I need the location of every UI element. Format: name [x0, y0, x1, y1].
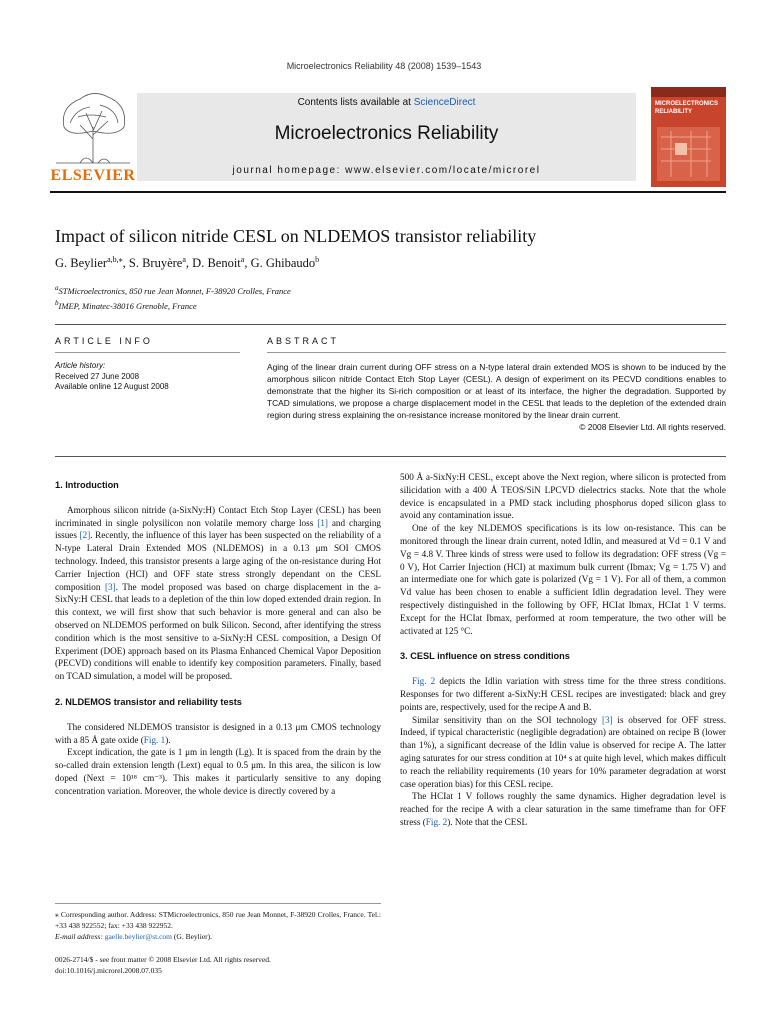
- contents-prefix: Contents lists available at: [297, 97, 414, 108]
- publisher-name: ELSEVIER: [50, 167, 136, 184]
- abstract-copyright: © 2008 Elsevier Ltd. All rights reserved.: [579, 422, 726, 432]
- section-2-paragraph-1: [55, 721, 381, 747]
- section-2-text-1: The considered NLDEMOS transistor is designed in a 0.13 μm CMOS technology with a 85 Å gate oxide (: [55, 721, 381, 745]
- footnote-rule: [55, 903, 381, 904]
- intro-paragraph: [55, 504, 381, 683]
- author-3-mark: a: [240, 255, 245, 264]
- section-3-text-4: The HCIat 1 V follows roughly the same dynamics. Higher degradation level is reached for the recipe A with a clear saturation in the same timeframe than for OFF stress (: [400, 791, 726, 827]
- reference-3-link-right[interactable]: [3]: [601, 714, 613, 725]
- section-2-paragraph-2: Except indication, the gate is 1 μm in length (Lg). It is spaced from the drain by the so-called drain extension length (Lext) equal to 0.5 μm. In this area, the silicon is low doped (Next = 10¹⁸ cm⁻³). This makes it particularly sensitive to any doping concentration variation. Moreover, the whole device is directly covered by a: [55, 747, 381, 796]
- right-paragraph-2: One of the key NLDEMOS specifications is its low on-resistance. This can be monitored through the linear drain current, noted Idlin, and measured at Vd = 0.1 V and Vg = 4.8 V. Three kinds of stress were used to follow its degradation: OFF stress (Vg = 0 V), Hot Carrier Injection (HCI) at maximum bulk current (Ibmax; Vg = 1.75 V) and an intermediate one for which gate is polarized (Vg = 1 V). For all of them, a common Vd value has been chosen to enable a sufficient Idlin degradation level. They were respectively distinguished in the following by OFF, HCIat Ibmax, HCIat 1 V terms. Except for the HCIat Ibmax, performed at room temperature, the two other will be activated at 125 °C.: [400, 523, 726, 636]
- sciencedirect-link[interactable]: ScienceDirect: [413, 97, 476, 108]
- elsevier-logo: [50, 87, 136, 187]
- intro-text-1: Amorphous silicon nitride (a-SixNy:H) Contact Etch Stop Layer (CESL) has been incriminated in single polysilicon non volatile memory charge loss: [55, 504, 381, 528]
- affiliation-a: [55, 282, 715, 297]
- author-4-mark: b: [315, 255, 320, 264]
- author-1: G. Beylier: [55, 256, 108, 271]
- section-1-heading: 1. Introduction: [55, 480, 119, 490]
- intro-text-2: and charging issues: [55, 517, 382, 541]
- article-info-heading: ARTICLE INFO: [55, 336, 153, 346]
- contents-line: [137, 97, 636, 108]
- author-1-mark[interactable]: a,b,⁎: [107, 255, 123, 264]
- reference-1-link[interactable]: [1]: [317, 517, 328, 528]
- homepage-link[interactable]: www.elsevier.com/locate/microrel: [345, 165, 541, 176]
- article-history: [55, 361, 240, 393]
- right-column: [400, 471, 726, 829]
- available-date: Available online 12 August 2008: [55, 382, 169, 391]
- abstract-heading-rule: [267, 352, 726, 353]
- elsevier-tree-icon: [50, 87, 136, 165]
- doi-line: doi:10.1016/j.microrel.2008.07.035: [55, 966, 162, 975]
- affiliation-b-mark: b: [55, 298, 59, 307]
- section-3-text-3: is observed for OFF stress. Indeed, if typical characteristic (negligible degradation) are obtained on recipe B (lower than 1%), a significant decrease of the Idlin value is observed for recipe A. The latter aging saturates for our stress condition at 10⁴ s at quite high level, which makes difficult to reach the reliability requirements (10 years for 10% parameter degradation at worst case operation bias) for this CESL recipe.: [400, 714, 727, 789]
- intro-text-4: . The model proposed was based on charge displacement in the a-SixNy:H CESL that leads to a depletion of the thin low doped extended drain region. In this context, we will first show that such behavior is more general and can also be observed on NLDEMOS performed on bulk Silicon. Second, after identifying the stress condition which is the most sensitive to a-SixNy:H CESL composition, a Design Of Experiment (DOE) approach based on its Plasma Enhanced Chemical Vapor Deposition (PECVD) conditions will enable to identify key composition parameters. Finally, based on TCAD simulation, a model will be proposed.: [55, 581, 381, 682]
- author-2-mark: a: [182, 255, 186, 264]
- reference-3-link[interactable]: [3]: [104, 581, 116, 592]
- section-3-paragraph-3: [400, 790, 726, 828]
- footnote: [55, 909, 381, 942]
- author-3: , D. Benoit: [185, 256, 241, 271]
- affiliation-a-text: STMicroelectronics, 850 rue Jean Monnet, F-38920 Crolles, France: [58, 285, 291, 296]
- info-heading-rule: [55, 352, 240, 353]
- figure-2-link[interactable]: Fig. 2: [412, 676, 436, 687]
- section-3-text-2: Similar sensitivity than on the SOI technology: [412, 714, 602, 725]
- journal-cover: [651, 87, 726, 187]
- info-top-rule: [55, 324, 726, 325]
- homepage-prefix: journal homepage:: [232, 165, 346, 176]
- footnote-corresponding: ⁎ Corresponding author. Address: STMicroelectronics, 850 rue Jean Monnet, F-38920 Crolles, France. Tel.: +33 438 922552; fax: +33 438 922952.: [55, 910, 381, 930]
- author-list: [55, 255, 715, 271]
- author-4: , G. Ghibaudo: [244, 256, 316, 271]
- abstract-text: [267, 361, 726, 433]
- abstract-body: Aging of the linear drain current during OFF stress on a N-type lateral drain extended MOS is shown to be induced by the amorphous silicon nitride Contact Etch Stop Layer (CESL). A design of experiment on its PECVD conditions enables to demonstrate that the higher its Si-rich composition or at least of its interface, the higher the degradation. Supported by TCAD simulations, we propose a charge displacement model in the CESL that leads to the depletion of the extended drain region during stress explaining the on-resistance increase monitored by the linear drain current.: [267, 362, 726, 420]
- abstract-bottom-rule: [55, 456, 726, 457]
- reference-2-link[interactable]: [2]: [79, 530, 91, 541]
- intro-text-3: . Recently, the influence of this layer has been suspected on the reliability of a N-type Lateral Drain Extended MOS (NLDEMOS) in a 0.13 μm SOI CMOS technology. Indeed, this transistor presents a large aging of the on-resistance during Hot Carrier Injection (HCI) and OFF state stress strongly dependant on the CESL composition: [55, 530, 382, 592]
- footnote-email: [55, 931, 381, 942]
- email-label: E-mail address:: [55, 932, 105, 941]
- section-3-text-5: ). Note that the CESL: [447, 816, 528, 827]
- journal-name: Microelectronics Reliability: [274, 123, 499, 144]
- journal-citation: Microelectronics Reliability 48 (2008) 1539–1543: [286, 61, 482, 71]
- cover-title: MICROELECTRONICS RELIABILITY: [655, 101, 718, 115]
- affiliation-b: [55, 297, 715, 312]
- left-column: [55, 479, 381, 798]
- figure-2-link-2[interactable]: Fig. 2: [425, 816, 448, 827]
- article-title: Impact of silicon nitride CESL on NLDEMOS transistor reliability: [55, 226, 537, 246]
- right-paragraph-1: 500 Å a-SixNy:H CESL, except above the Next region, where silicon is protected from silicidation with a 400 Å TEOS/SiN LPCVD dielectrics stacks. Note that the whole device is encapsulated in a PMD stack including phosphorus doped silicon glass to avoid any contamination issue.: [400, 472, 726, 521]
- abstract-heading: ABSTRACT: [267, 336, 340, 346]
- header-rule: [50, 191, 726, 193]
- email-link[interactable]: gaelle.beylier@st.com: [104, 932, 173, 941]
- history-label: Article history:: [55, 361, 106, 370]
- section-3-paragraph-1: [400, 675, 726, 713]
- journal-homepage: [137, 165, 636, 176]
- author-2: , S. Bruyère: [122, 256, 183, 271]
- figure-1-link[interactable]: Fig. 1: [143, 734, 166, 745]
- affiliations: [55, 282, 715, 312]
- section-3-text-1: depicts the Idlin variation with stress time for the three stress conditions. Responses for two different a-SixNy:H CESL recipes are investigated: black and grey points are, respectively, used for the recipe A and B.: [400, 676, 726, 712]
- received-date: Received 27 June 2008: [55, 371, 140, 381]
- affiliation-a-mark: a: [55, 284, 59, 292]
- affiliation-b-text: IMEP, Minatec-38016 Grenoble, France: [58, 300, 197, 311]
- section-3-paragraph-2: [400, 714, 726, 791]
- section-2-heading: 2. NLDEMOS transistor and reliability tests: [55, 696, 242, 707]
- section-3-heading: 3. CESL influence on stress conditions: [400, 651, 570, 662]
- issn-doi: [55, 954, 381, 976]
- journal-banner: [137, 93, 636, 181]
- journal-header: [50, 87, 726, 187]
- email-suffix: (G. Beylier).: [172, 932, 213, 941]
- section-2-text-2: ).: [165, 734, 171, 745]
- issn-line: 0026-2714/$ - see front matter © 2008 Elsevier Ltd. All rights reserved.: [55, 955, 271, 964]
